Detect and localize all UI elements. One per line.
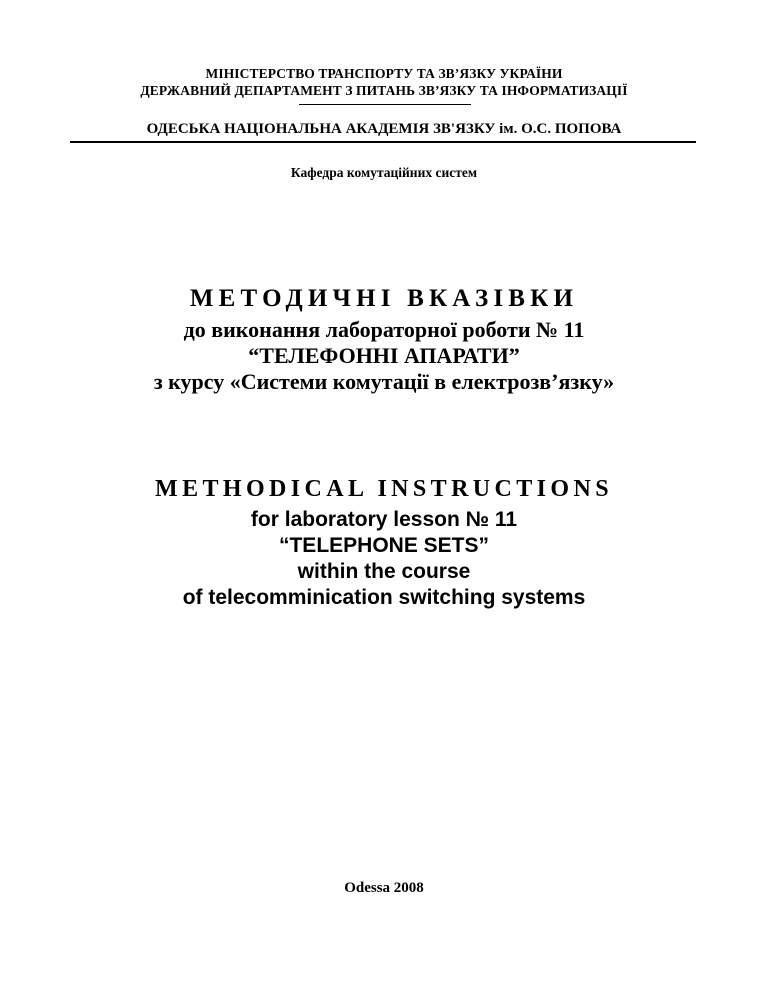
en-course-intro: within the course bbox=[297, 560, 471, 583]
ministry-line-2: ДЕРЖАВНИЙ ДЕПАРТАМЕНТ З ПИТАНЬ ЗВ’ЯЗКУ ТА ІНФОРМАТИЗАЦІЇ bbox=[140, 83, 628, 98]
academy-name: ОДЕСЬКА НАЦІОНАЛЬНА АКАДЕМІЯ ЗВ'ЯЗКУ ім. О.С. ПОПОВА bbox=[146, 121, 622, 137]
department-name: Кафедра комутаційних систем bbox=[290, 165, 478, 180]
short-divider bbox=[299, 104, 471, 105]
en-lab-line: for laboratory lesson № 11 bbox=[250, 508, 518, 531]
ua-lab-name: “ТЕЛЕФОННІ АПАРАТИ” bbox=[248, 343, 520, 368]
en-course-name: of telecomminication switching systems bbox=[182, 586, 586, 609]
en-doc-title: METHODICAL INSTRUCTIONS bbox=[155, 476, 613, 502]
ua-lab-line: до виконання лабораторної роботи № 11 bbox=[183, 317, 585, 342]
place-year: Odessa 2008 bbox=[344, 880, 424, 896]
ministry-line-1: МІНІСТЕРСТВО ТРАНСПОРТУ ТА ЗВ’ЯЗКУ УКРАЇНИ bbox=[205, 66, 563, 81]
en-lab-name: “TELEPHONE SETS” bbox=[278, 534, 490, 557]
ua-course: з курсу «Системи комутації в електрозв’язку» bbox=[153, 369, 615, 394]
long-divider bbox=[70, 141, 696, 143]
ua-doc-title: МЕТОДИЧНІ ВКАЗІВКИ bbox=[189, 285, 579, 312]
